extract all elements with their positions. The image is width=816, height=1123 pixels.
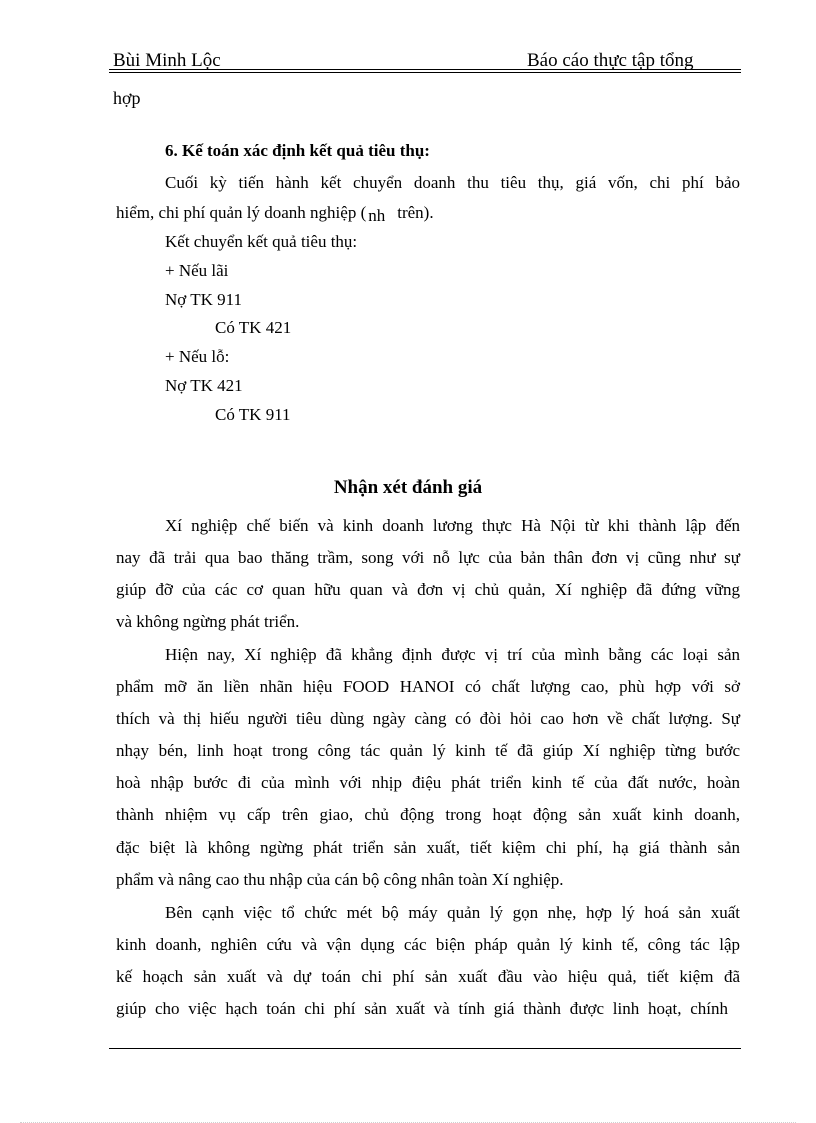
header-rule-bottom — [109, 72, 741, 73]
superscript-fragment: nh — [368, 206, 386, 225]
review-line: kế hoạch sản xuất và dự toán chi phí sản xuất đầu vào hiệu quả, tiết kiệm đã — [116, 967, 740, 986]
loss-credit-entry: Có TK 911 — [215, 405, 291, 424]
loss-case-label: + Nếu lỗ: — [165, 347, 230, 366]
section-heading: 6. Kế toán xác định kết quả tiêu thụ: — [165, 141, 430, 160]
review-line: Hiện nay, Xí nghiệp đã khẳng định được vị trí của mình bằng các loại sản — [165, 645, 740, 664]
header-author: Bùi Minh Lộc — [113, 50, 221, 71]
review-line: phẩm mỡ ăn liền nhãn hiệu FOOD HANOI có chất lượng cao, phù hợp với sở — [116, 677, 740, 696]
review-line: Bên cạnh việc tổ chức mét bộ máy quản lý gọn nhẹ, hợp lý hoá sản xuất — [165, 903, 740, 922]
paragraph-line — [116, 203, 434, 223]
review-line: kinh doanh, nghiên cứu và vận dụng các biện pháp quản lý kinh tế, công tác lập — [116, 935, 740, 954]
review-line: giúp cho việc hạch toán chi phí sản xuất và tính giá thành được linh hoạt, chính — [116, 999, 728, 1018]
review-line: thích và thị hiếu người tiêu dùng ngày càng có đòi hỏi cao hơn về chất lượng. Sự — [116, 709, 740, 728]
review-line: Xí nghiệp chế biến và kinh doanh lương thực Hà Nội từ khi thành lập đến — [165, 516, 740, 535]
profit-debit-entry: Nợ TK 911 — [165, 290, 242, 309]
paragraph-text: trên). — [397, 203, 434, 222]
profit-credit-entry: Có TK 421 — [215, 318, 292, 337]
header-report-title-continued: hợp — [113, 88, 141, 108]
header-report-title: Báo cáo thực tập tổng — [527, 50, 694, 71]
paragraph-line: Cuối kỳ tiến hành kết chuyển doanh thu tiêu thụ, giá vốn, chi phí bảo — [165, 173, 740, 192]
review-line: hoà nhập bước đi của mình với nhịp điệu phát triển kinh tế của đất nước, hoàn — [116, 773, 740, 792]
transfer-label: Kết chuyển kết quả tiêu thụ: — [165, 232, 358, 251]
review-line: và không ngừng phát triển. — [116, 612, 300, 631]
loss-debit-entry: Nợ TK 421 — [165, 376, 243, 395]
review-line: đặc biệt là không ngừng phát triển sản xuất, tiết kiệm chi phí, hạ giá thành sản — [116, 838, 740, 857]
paragraph-text: hiểm, chi phí quản lý doanh nghiệp ( — [116, 203, 367, 222]
review-line: phẩm và nâng cao thu nhập của cán bộ công nhân toàn Xí nghiệp. — [116, 870, 564, 889]
review-line: nhạy bén, linh hoạt trong công tác quản lý kinh tế đã giúp Xí nghiệp từng bước — [116, 741, 740, 760]
footer-rule — [109, 1048, 741, 1049]
review-line: nay đã trải qua bao thăng trầm, song với nỗ lực của bản thân đơn vị cũng như sự — [116, 548, 740, 567]
review-line: giúp đỡ của các cơ quan hữu quan và đơn vị chủ quản, Xí nghiệp đã đứng vững — [116, 580, 740, 599]
header-rule-top — [109, 69, 741, 70]
profit-case-label: + Nếu lãi — [165, 261, 229, 280]
review-title: Nhận xét đánh giá — [333, 477, 483, 498]
review-line: thành nhiệm vụ cấp trên giao, chủ động trong hoạt động sản xuất kinh doanh, — [116, 805, 740, 824]
